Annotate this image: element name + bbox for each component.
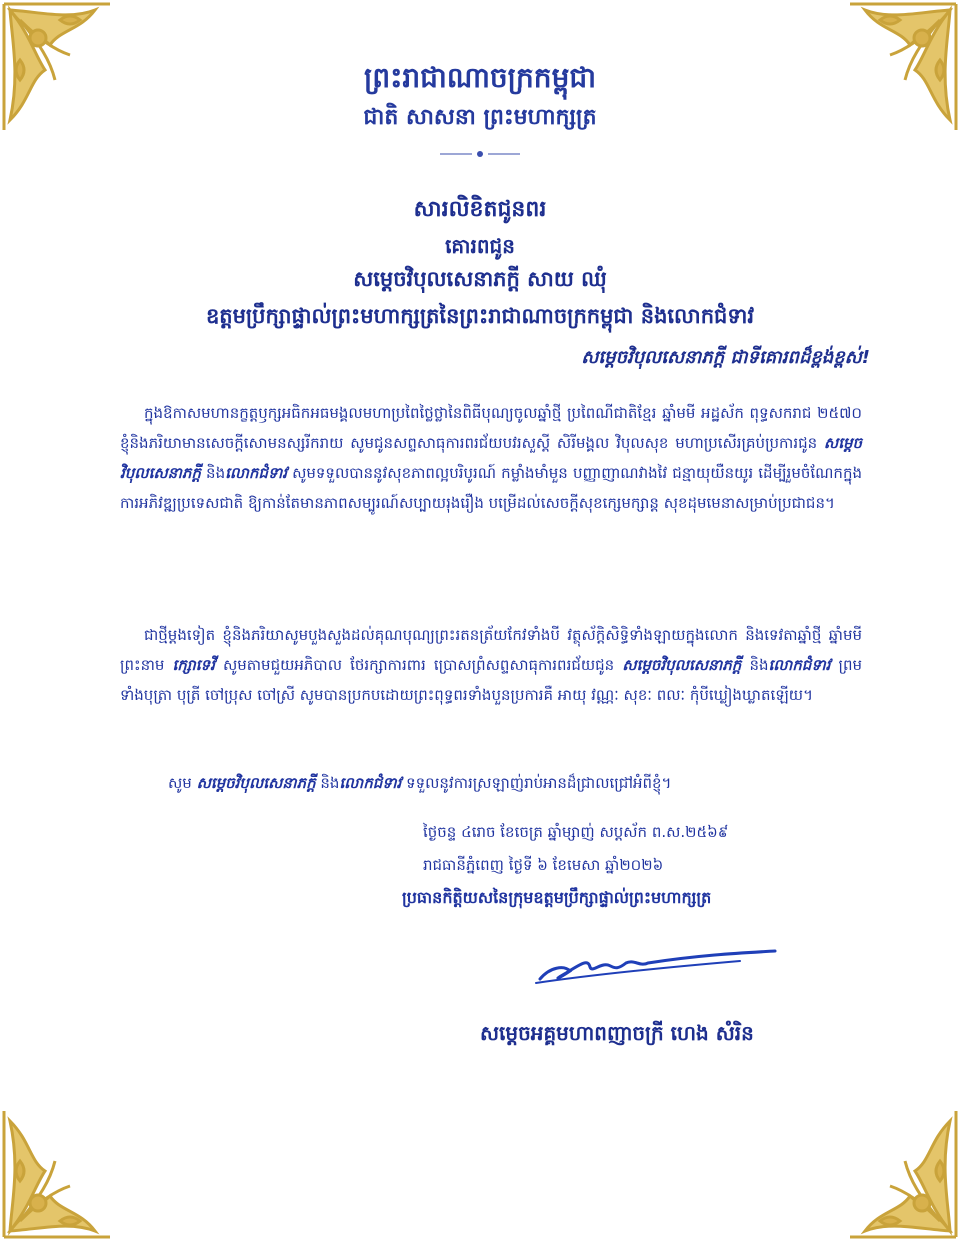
paragraph-2: ជាថ្មីម្ដងទៀត ខ្ញុំនិងភរិយាសូមបួងសួងដល់គុណបុណ្យព្រះរតនត្រ័យកែវទាំងបី វត្ថុស័ក្ដិសិទ្ធិទាំងឡាយក្នុងលោក និងទេវតាឆ្នាំថ្មី ឆ្នាំមមី ព្រះនាម ក្សោទេវី សូមតាមជួយអភិបាល ថែរក្សាការពារ ប្រោសព្រំសព្ទសាធុការពរជ័យជូន សម្ដេចវិបុលសេនាភក្ដី និងលោកជំទាវ ព្រមទាំងបុត្រា បុត្រី ចៅប្រុស ចៅស្រី សូមបានប្រកបដោយព្រះពុទ្ធពរទាំងបួនប្រការគឺ អាយុ វណ្ណៈ សុខៈ ពលៈ កុំបីឃ្លៀងឃ្លាតឡើយ។: [120, 626, 862, 704]
paragraph-3: សូម សម្ដេចវិបុលសេនាភក្ដី និងលោកជំទាវ ទទួលនូវការស្រឡាញ់រាប់អានដ៏ជ្រាលជ្រៅអំពីខ្ញុំ។: [168, 774, 672, 792]
signer-name: សម្ដេចអគ្គមហាពញាចក្រី ហេង សំរិន: [480, 1021, 754, 1045]
handwritten-signature: [530, 945, 780, 990]
kingdom-title: ព្រះរាជាណាចក្រកម្ពុជា: [363, 61, 596, 94]
signer-office: ប្រធានកិត្តិយសនៃក្រុមឧត្តមប្រឹក្សាផ្ទាល់ព្រះមហាក្សត្រ: [402, 888, 712, 907]
salutation: សម្ដេចវិបុលសេនាភក្ដី ជាទីគោរពដ៏ខ្ពង់ខ្ពស់!: [581, 347, 870, 368]
letter-title: សារលិខិតជូនពរ: [413, 197, 547, 222]
national-motto: ជាតិ សាសនា ព្រះមហាក្សត្រ: [363, 105, 597, 130]
ornament-corner-bottom-left: [0, 1101, 120, 1241]
paragraph-1: ក្នុងឱកាសមហានក្ខត្តឫក្សអធិកអធមង្គលមហាប្រពៃថ្លៃថ្លានៃពិធីបុណ្យចូលឆ្នាំថ្មី ប្រពៃណីជាតិខ្មែរ ឆ្នាំមមី អដ្ឋស័ក ពុទ្ធសករាជ ២៥៧០ ខ្ញុំនិងភរិយាមានសេចក្ដីសោមនស្សរីករាយ សូមជូនសព្ទសាធុការពរជ័យបវរសួស្ដី សិរីមង្គល វិបុលសុខ មហាប្រសើរគ្រប់ប្រការជូន សម្ដេចវិបុលសេនាភក្ដី និងលោកជំទាវ សូមទទួលបាននូវសុខភាពល្អបរិបូរណ៍ កម្លាំងមាំមួន បញ្ញាញាណវាងវៃ ជន្មាយុយឺនយូរ ដើម្បីរួមចំណែកក្នុងការអភិវឌ្ឍប្រទេសជាតិ ឱ្យកាន់តែមានភាពសម្បូរណ៍សប្បាយរុងរឿង បម្រើដល់សេចក្ដីសុខក្សេមក្សាន្ត សុខដុមមេនាសម្រាប់ប្រជាជន។: [120, 404, 862, 512]
lunar-date: ថ្ងៃចន្ទ ៤រោច ខែចេត្រ ឆ្នាំម្សាញ់ សប្តស័ក ព.ស.២៥៦៩: [423, 823, 729, 841]
solar-date: រាជធានីភ្នំពេញ ថ្ងៃទី ៦ ខែមេសា ឆ្នាំ២០២៦: [423, 856, 664, 874]
addressee-title: ឧត្តមប្រឹក្សាផ្ទាល់ព្រះមហាក្សត្រនៃព្រះរាជាណាចក្រកម្ពុជា និងលោកជំទាវ: [205, 304, 755, 328]
ornament-corner-bottom-right: [840, 1101, 960, 1241]
addressee-prefix: គោរពជូន: [445, 234, 515, 258]
divider-ornament: [440, 150, 520, 158]
addressee-name: សម្ដេចវិបុលសេនាភក្ដី សាយ ឈុំ: [353, 267, 607, 291]
